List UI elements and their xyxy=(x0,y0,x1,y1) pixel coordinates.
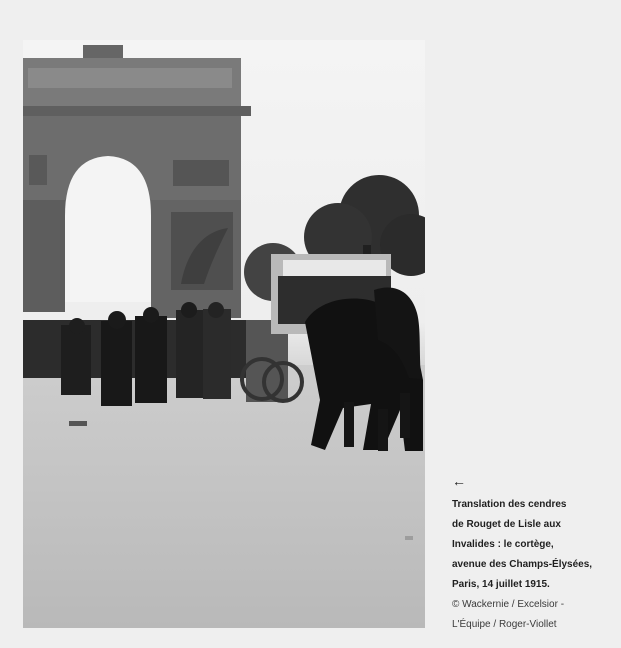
caption-line: Invalides : le cortège, xyxy=(452,539,554,550)
caption-line: de Rouget de Lisle aux xyxy=(452,519,561,530)
historical-photograph xyxy=(23,40,425,628)
photo-credit-line: L'Équipe / Roger-Viollet xyxy=(452,619,557,630)
caption-line: avenue des Champs-Élysées, xyxy=(452,559,593,570)
caption-line: Paris, 14 juillet 1915. xyxy=(452,579,550,590)
caption-line: Translation des cendres xyxy=(452,499,567,510)
arc-de-triomphe xyxy=(23,45,251,318)
arrow-left-icon: ← xyxy=(452,473,466,489)
photo-caption xyxy=(452,472,612,635)
photo-illustration xyxy=(23,40,425,628)
photo-credit-line: © Wackernie / Excelsior - xyxy=(452,599,565,610)
